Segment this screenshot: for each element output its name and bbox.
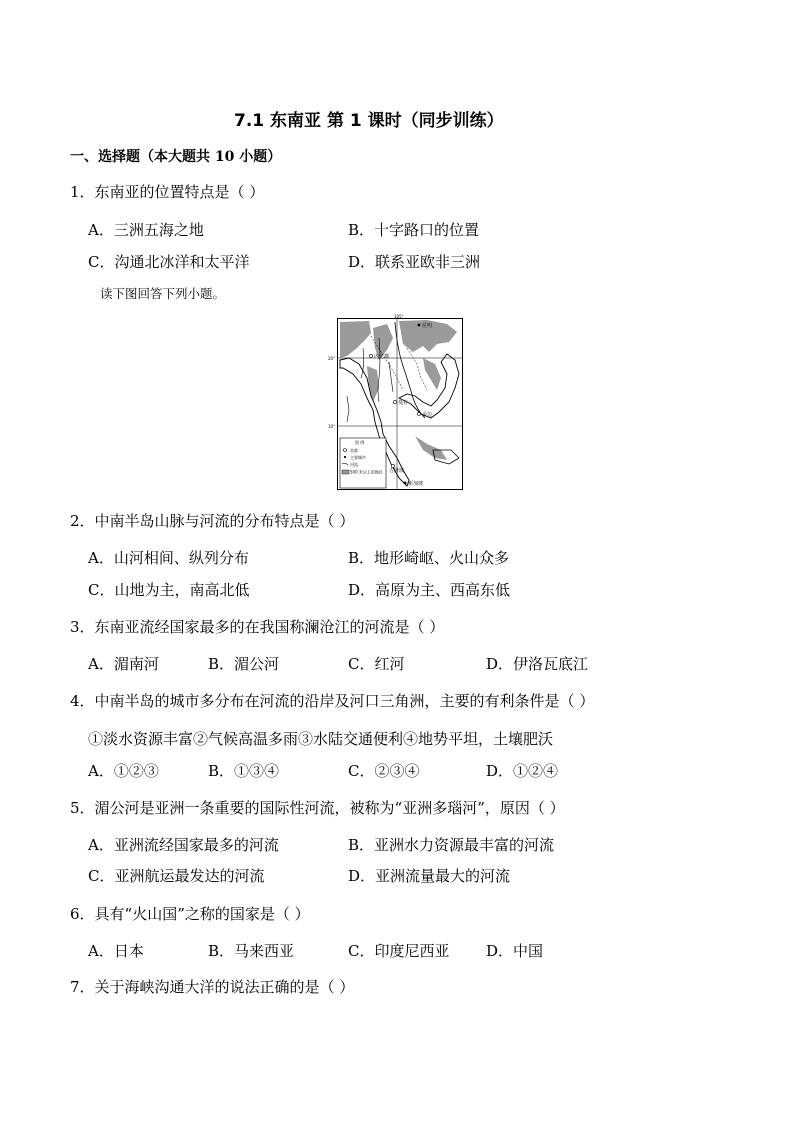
legend-highland-symbol <box>342 470 349 474</box>
question-6-option-d[interactable]: D．中国 <box>486 942 544 960</box>
southeast-asia-map <box>328 314 463 490</box>
question-5-option-d[interactable]: D．亚洲流量最大的河流 <box>348 867 511 885</box>
question-1-stem: 1．东南亚的位置特点是（ ） <box>70 183 265 201</box>
question-6-stem: 6．具有“火山国”之称的国家是（ ） <box>70 905 310 923</box>
question-2-option-d[interactable]: D．高原为主、西高东低 <box>348 581 511 599</box>
legend-city-symbol <box>344 456 346 458</box>
nepyidaw-marker <box>369 354 372 357</box>
question-5-option-a[interactable]: A．亚洲流经国家最多的河流 <box>88 836 279 854</box>
singapore-marker <box>404 482 407 485</box>
phnompenh-label: 金边 <box>422 412 433 418</box>
question-2-option-a[interactable]: A．山河相间、纵列分布 <box>88 549 249 567</box>
question-4-option-d[interactable]: D．①②④ <box>486 762 559 780</box>
question-4-stem: 4．中南半岛的城市多分布在河流的沿岸及河口三角洲，主要的有利条件是（ ） <box>70 692 595 710</box>
nepyidaw-label: 内比都 <box>374 354 390 360</box>
kualalumpur-label: 吉隆坡 <box>389 468 405 474</box>
question-3-option-d[interactable]: D．伊洛瓦底江 <box>486 655 589 673</box>
question-1-option-c[interactable]: C．沟通北冰洋和太平洋 <box>88 253 250 271</box>
question-4-conditions: ①淡水资源丰富②气候高温多雨③水陆交通便利④地势平坦，土壤肥沃 <box>88 730 554 748</box>
phnompenh-marker <box>417 412 420 415</box>
section-heading: 一、选择题（本大题共 10 小题） <box>70 149 282 165</box>
bangkok-label: 曼谷 <box>398 400 409 406</box>
question-2-stem: 2．中南半岛山脉与河流的分布特点是（ ） <box>70 512 355 530</box>
question-2-option-b[interactable]: B．地形崎岖、火山众多 <box>348 549 510 567</box>
map-instruction: 读下图回答下列小题。 <box>100 286 226 301</box>
question-5-stem: 5．湄公河是亚洲一条重要的国际性河流，被称为“亚洲多瑙河”，原因（ ） <box>70 799 565 817</box>
legend-title: 图 例 <box>355 440 365 445</box>
question-3-option-b[interactable]: B．湄公河 <box>208 655 280 673</box>
question-3-option-a[interactable]: A．湄南河 <box>88 655 159 673</box>
question-1-option-d[interactable]: D．联系亚欧非三洲 <box>348 253 481 271</box>
legend-highland: 500 米以上的地区 <box>350 469 383 475</box>
question-1-option-b[interactable]: B．十字路口的位置 <box>348 221 480 239</box>
question-6-option-b[interactable]: B．马来西亚 <box>208 942 295 960</box>
question-4-option-b[interactable]: B．①③④ <box>208 762 280 780</box>
singapore-label: 新加坡 <box>408 481 424 487</box>
legend-capital-symbol <box>344 449 347 452</box>
legend-river: 河流 <box>350 462 358 467</box>
question-5-option-c[interactable]: C．亚洲航运最发达的河流 <box>88 867 265 885</box>
bangkok-marker <box>393 400 396 403</box>
legend-city: 主要城市 <box>350 455 366 460</box>
legend-capital: 首都 <box>350 448 358 453</box>
question-6-option-a[interactable]: A．日本 <box>88 942 144 960</box>
question-4-option-a[interactable]: A．①②③ <box>88 762 159 780</box>
question-1-option-a[interactable]: A．三洲五海之地 <box>88 221 204 239</box>
question-3-stem: 3．东南亚流经国家最多的在我国称澜沧江的河流是（ ） <box>70 618 445 636</box>
lat-label-20: 20° <box>328 356 336 361</box>
question-5-option-b[interactable]: B．亚洲水力资源最丰富的河流 <box>348 836 555 854</box>
map-legend <box>340 438 386 488</box>
kunming-label: 昆明 <box>422 323 433 329</box>
lat-label-10: 10° <box>328 424 336 429</box>
page-title: 7.1 东南亚 第 1 课时（同步训练） <box>234 111 504 131</box>
question-7-stem: 7．关于海峡沟通大洋的说法正确的是（ ） <box>70 978 355 996</box>
question-2-option-c[interactable]: C．山地为主，南高北低 <box>88 581 250 599</box>
lon-label-105: 105° <box>394 314 404 319</box>
question-3-option-c[interactable]: C．红河 <box>348 655 405 673</box>
question-6-option-c[interactable]: C．印度尼西亚 <box>348 942 450 960</box>
question-4-option-c[interactable]: C．②③④ <box>348 762 420 780</box>
kunming-marker <box>418 324 421 327</box>
